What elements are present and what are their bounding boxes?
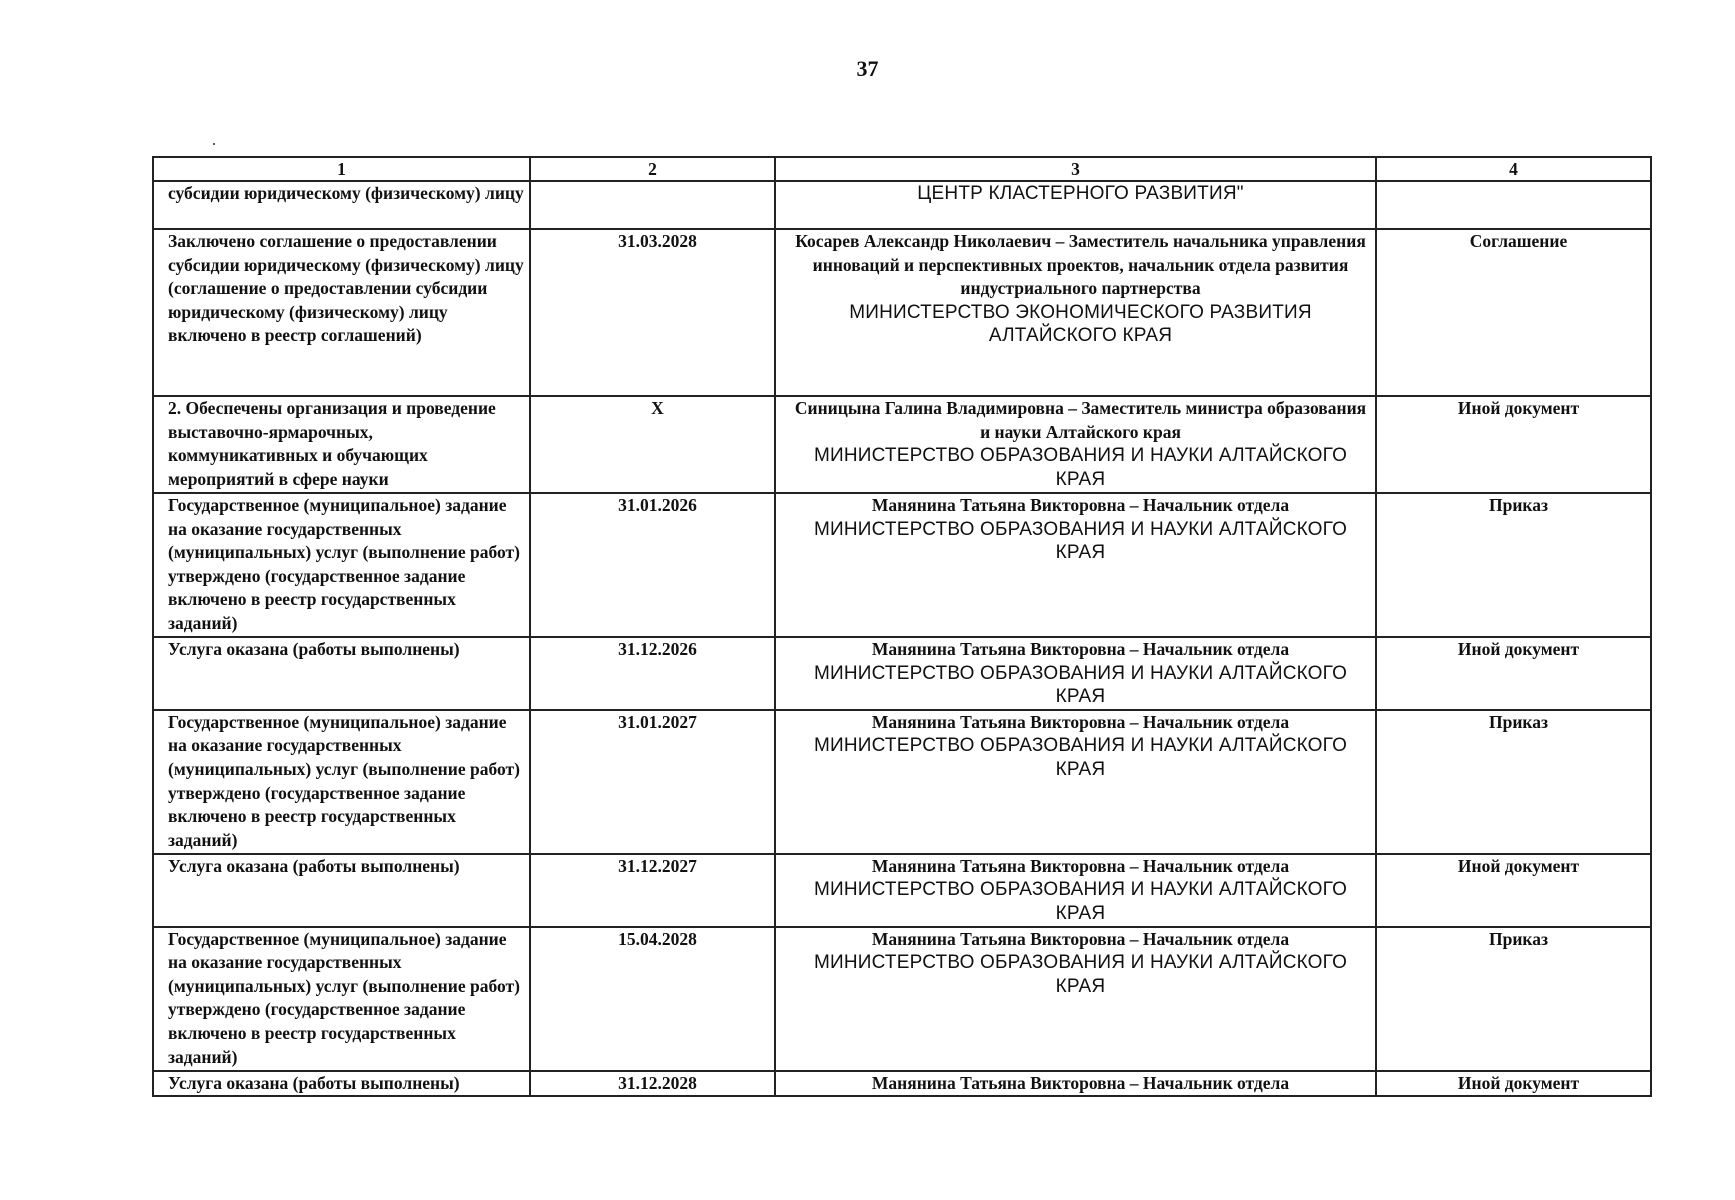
table-header-row xyxy=(153,157,1651,181)
document-type-cell: Иной документ xyxy=(1376,1071,1651,1097)
date-cell: 31.01.2027 xyxy=(530,710,775,854)
responsible-organization: МИНИСТЕРСТВО ОБРАЗОВАНИЯ И НАУКИ АЛТАЙСКОГО КРАЯ xyxy=(813,662,1348,708)
document-type-cell: Иной документ xyxy=(1376,854,1651,927)
responsible-person: Косарев Александр Николаевич – Заместитель начальника управления инноваций и перспективных проектов, начальник отдела развития индустриального партнерства xyxy=(795,231,1366,299)
responsible-person: Манянина Татьяна Викторовна – Начальник отдела xyxy=(871,1072,1290,1093)
date-cell: 31.12.2027 xyxy=(530,854,775,927)
responsible-cell xyxy=(775,927,1376,1071)
responsible-cell xyxy=(775,229,1376,396)
result-cell: Государственное (муниципальное) задание на оказание государственных (муниципальных) услуг (выполнение работ) утверждено (государственное задание включено в реестр государственных заданий) xyxy=(153,927,530,1071)
table-row xyxy=(153,710,1651,854)
responsible-person: Манянина Татьяна Викторовна – Начальник отдела xyxy=(871,928,1290,949)
column-header-3: 3 xyxy=(775,157,1376,181)
table-row xyxy=(153,181,1651,229)
table-row xyxy=(153,493,1651,637)
responsible-organization: МИНИСТЕРСТВО ОБРАЗОВАНИЯ И НАУКИ АЛТАЙСКОГО КРАЯ xyxy=(813,735,1348,780)
result-cell: Услуга оказана (работы выполнены) xyxy=(153,1071,530,1097)
document-type-cell: Приказ xyxy=(1376,493,1651,637)
table-row xyxy=(153,637,1651,710)
document-type-cell xyxy=(1376,181,1651,229)
responsible-person: Манянина Татьяна Викторовна – Начальник отдела xyxy=(871,495,1290,515)
date-cell: 31.01.2026 xyxy=(530,493,775,637)
responsible-cell xyxy=(775,181,1376,229)
document-type-cell: Иной документ xyxy=(1376,396,1651,493)
table-row xyxy=(153,229,1651,396)
responsible-cell xyxy=(775,396,1376,493)
responsible-cell xyxy=(775,1071,1376,1097)
responsible-organization: МИНИСТЕРСТВО ОБРАЗОВАНИЯ И НАУКИ АЛТАЙСКОГО КРАЯ xyxy=(813,518,1348,564)
date-cell: 31.03.2028 xyxy=(530,229,775,396)
responsible-cell xyxy=(775,637,1376,710)
document-type-cell: Соглашение xyxy=(1376,229,1651,396)
responsible-organization: МИНИСТЕРСТВО ОБРАЗОВАНИЯ И НАУКИ АЛТАЙСКОГО КРАЯ xyxy=(813,879,1348,924)
scan-speck xyxy=(213,143,215,145)
date-cell xyxy=(530,181,775,229)
date-cell: X xyxy=(530,396,775,493)
responsibility-table xyxy=(152,156,1652,1097)
column-header-1: 1 xyxy=(153,157,530,181)
table-row xyxy=(153,854,1651,927)
result-cell: субсидии юридическому (физическому) лицу xyxy=(153,181,530,229)
table-row xyxy=(153,927,1651,1071)
responsible-cell xyxy=(775,710,1376,854)
date-cell: 31.12.2026 xyxy=(530,637,775,710)
result-cell: Государственное (муниципальное) задание на оказание государственных (муниципальных) услуг (выполнение работ) утверждено (государственное задание включено в реестр государственных заданий) xyxy=(153,710,530,854)
responsible-cell xyxy=(775,854,1376,927)
responsible-organization: ЦЕНТР КЛАСТЕРНОГО РАЗВИТИЯ" xyxy=(917,183,1244,204)
result-cell: Государственное (муниципальное) задание на оказание государственных (муниципальных) услуг (выполнение работ) утверждено (государственное задание включено в реестр государственных заданий) xyxy=(153,493,530,637)
table-row xyxy=(153,396,1651,493)
result-cell: Заключено соглашение о предоставлении субсидии юридическому (физическому) лицу (соглашение о предоставлении субсидии юридическому (физическому) лицу включено в реестр соглашений) xyxy=(153,229,530,396)
responsible-organization: МИНИСТЕРСТВО ЭКОНОМИЧЕСКОГО РАЗВИТИЯ АЛТАЙСКОГО КРАЯ xyxy=(849,301,1312,347)
responsible-person: Манянина Татьяна Викторовна – Начальник отдела xyxy=(871,639,1290,659)
document-type-cell: Приказ xyxy=(1376,710,1651,854)
responsible-organization: МИНИСТЕРСТВО ОБРАЗОВАНИЯ И НАУКИ АЛТАЙСКОГО КРАЯ xyxy=(813,445,1348,490)
document-type-cell: Приказ xyxy=(1376,927,1651,1071)
column-header-4: 4 xyxy=(1376,157,1651,181)
date-cell: 15.04.2028 xyxy=(530,927,775,1071)
responsible-person: Манянина Татьяна Викторовна – Начальник отдела xyxy=(871,855,1290,876)
responsible-person: Синицына Галина Владимировна – Заместитель министра образования и науки Алтайского края xyxy=(794,398,1367,442)
responsible-organization: МИНИСТЕРСТВО ОБРАЗОВАНИЯ И НАУКИ АЛТАЙСКОГО КРАЯ xyxy=(813,952,1348,997)
responsible-cell xyxy=(775,493,1376,637)
table-row xyxy=(153,1071,1651,1097)
result-cell: Услуга оказана (работы выполнены) xyxy=(153,637,530,710)
result-cell: 2. Обеспечены организация и проведение выставочно-ярмарочных, коммуникативных и обучающих мероприятий в сфере науки xyxy=(153,396,530,493)
responsible-person: Манянина Татьяна Викторовна – Начальник отдела xyxy=(871,711,1290,732)
date-cell: 31.12.2028 xyxy=(530,1071,775,1097)
document-type-cell: Иной документ xyxy=(1376,637,1651,710)
result-cell: Услуга оказана (работы выполнены) xyxy=(153,854,530,927)
page-number: 37 xyxy=(856,56,879,81)
column-header-2: 2 xyxy=(530,157,775,181)
